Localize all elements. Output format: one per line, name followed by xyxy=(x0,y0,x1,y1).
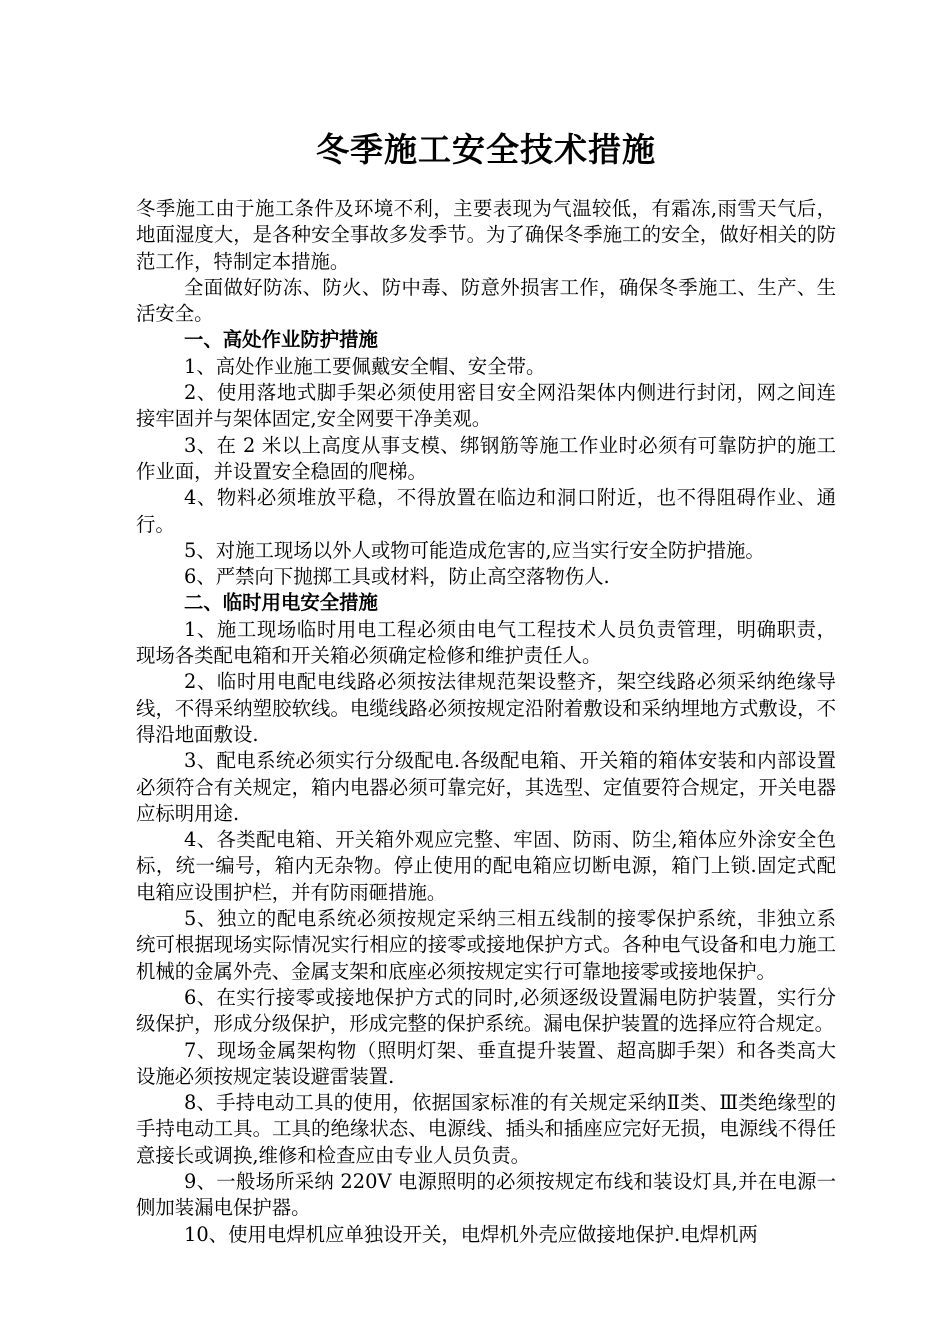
section-item: 4、物料必须堆放平稳，不得放置在临边和洞口附近，也不得阻碍作业、通行。 xyxy=(136,486,836,536)
section-heading: 一、高处作业防护措施 xyxy=(184,328,378,352)
section-item: 6、严禁向下抛掷工具或材料，防止高空落物伤人. xyxy=(184,565,610,589)
document-page xyxy=(136,128,836,1248)
section-heading: 二、临时用电安全措施 xyxy=(184,591,378,615)
section-item: 9、一般场所采纳 220V 电源照明的必须按规定布线和装设灯具,并在电源一侧加装漏电保护器。 xyxy=(136,1169,836,1220)
section-item: 7、现场金属架构物（照明灯架、垂直提升装置、超高脚手架）和各类高大设施必须按规定装设避雷装置. xyxy=(136,1038,836,1088)
intro-paragraph: 全面做好防冻、防火、防中毒、防意外损害工作，确保冬季施工、生产、生活安全。 xyxy=(136,275,836,326)
section-item: 2、临时用电配电线路必须按法律规范架设整齐，架空线路必须采纳绝缘导线，不得采纳塑胶软线。电缆线路必须按规定沿附着敷设和采纳埋地方式敷设，不得沿地面敷设. xyxy=(136,670,836,746)
section-item: 4、各类配电箱、开关箱外观应完整、牢固、防雨、防尘,箱体应外涂安全色标，统一编号，箱内无杂物。停止使用的配电箱应切断电源，箱门上锁.固定式配电箱应设围护栏，并有防雨砸措施。 xyxy=(136,828,836,904)
section-item: 6、在实行接零或接地保护方式的同时,必须逐级设置漏电防护装置，实行分级保护，形成分级保护，形成完整的保护系统。漏电保护装置的选择应符合规定。 xyxy=(136,985,836,1036)
section-item: 5、对施工现场以外人或物可能造成危害的,应当实行安全防护措施。 xyxy=(184,538,765,562)
section-item: 3、配电系统必须实行分级配电.各级配电箱、开关箱的箱体安装和内部设置必须符合有关规定，箱内电器必须可靠完好，其选型、定值要符合规定，开关电器应标明用途. xyxy=(136,749,836,825)
document-title: 冬季施工安全技术措施 xyxy=(316,130,656,169)
section-item: 10、使用电焊机应单独设开关，电焊机外壳应做接地保护.电焊机两 xyxy=(184,1222,758,1246)
section-item: 1、高处作业施工要佩戴安全帽、安全带。 xyxy=(184,354,546,378)
section-item: 5、独立的配电系统必须按规定采纳三相五线制的接零保护系统，非独立系统可根据现场实际情况实行相应的接零或接地保护方式。各种电气设备和电力施工机械的金属外壳、金属支架和底座必须按规定实行可靠地接零或接地保护。 xyxy=(136,907,836,983)
intro-paragraph: 冬季施工由于施工条件及环境不利，主要表现为气温较低，有霜冻,雨雪天气后，地面湿度大，是各种安全事故多发季节。为了确保冬季施工的安全，做好相关的防范工作，特制定本措施。 xyxy=(136,197,836,273)
section-item: 1、施工现场临时用电工程必须由电气工程技术人员负责管理，明确职责，现场各类配电箱和开关箱必须确定检修和维护责任人。 xyxy=(136,617,836,668)
section-item: 3、在 2 米以上高度从事支模、绑钢筋等施工作业时必须有可靠防护的施工作业面，并设置安全稳固的爬梯。 xyxy=(136,433,836,483)
section-item: 8、手持电动工具的使用，依据国家标准的有关规定采纳Ⅱ类、Ⅲ类绝缘型的手持电动工具。工具的绝缘状态、电源线、插头和插座应完好无损，电源线不得任意接长或调换,维修和检查应由专业人员负责。 xyxy=(136,1091,836,1167)
section-item: 2、使用落地式脚手架必须使用密目安全网沿架体内侧进行封闭，网之间连接牢固并与架体固定,安全网要干净美观。 xyxy=(136,381,836,431)
